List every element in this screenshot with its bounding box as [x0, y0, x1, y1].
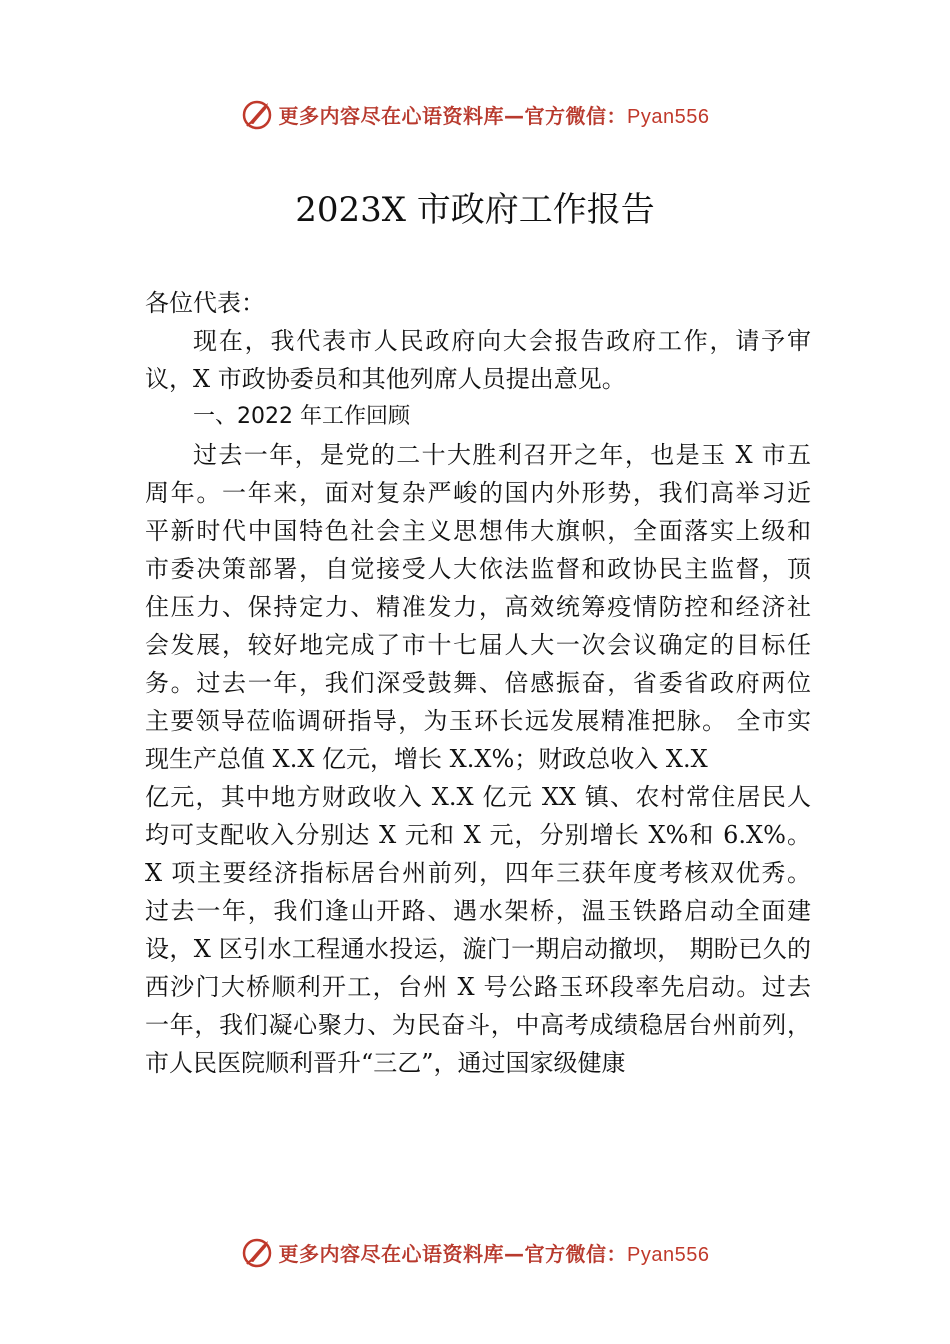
body-line: 会发展，较好地完成了市十七届人大一次会议确定的目标任: [145, 631, 811, 659]
body-line: X 项主要经济指标居台州前列，四年三获年度考核双优秀。: [145, 859, 811, 887]
body-line: 市人民医院顺利晋升“三乙”，通过国家级健康: [145, 1049, 626, 1077]
body-line: 均可支配收入分别达 X 元和 X 元，分别增长 X%和 6.X%。: [145, 821, 811, 849]
logo-icon: [241, 1235, 275, 1269]
intro-line-2: 议，X 市政协委员和其他列席人员提出意见。: [145, 365, 626, 393]
intro-line-1: 现在，我代表市人民政府向大会报告政府工作，请予审: [193, 327, 811, 355]
body-line: 亿元，其中地方财政收入 X.X 亿元 XX 镇、农村常住居民人: [145, 783, 811, 811]
footer-watermark-label: 更多内容尽在心语资料库—官方微信：: [278, 1241, 628, 1266]
document-title: 2023X 市政府工作报告: [295, 190, 655, 230]
salutation: 各位代表：: [145, 289, 265, 317]
footer-watermark-text: [279, 1238, 710, 1267]
body-line: 过去一年，是党的二十大胜利召开之年，也是玉 X 市五: [193, 441, 811, 469]
body-line: 一年，我们凝心聚力、为民奋斗，中高考成绩稳居台州前列，: [145, 1011, 811, 1039]
body-line: 现生产总值 X.X 亿元，增长 X.X%；财政总收入 X.X: [145, 745, 708, 773]
body-line: 周年。一年来，面对复杂严峻的国内外形势，我们高举习近: [145, 479, 811, 507]
body-line: 西沙门大桥顺利开工，台州 X 号公路玉环段率先启动。过去: [145, 973, 811, 1001]
body-line: 主要领导莅临调研指导，为玉环长远发展精准把脉。 全市实: [145, 707, 811, 735]
section-heading: 一、2022 年工作回顾: [193, 404, 410, 429]
body-line: 市委决策部署，自觉接受人大依法监督和政协民主监督，顶: [145, 555, 811, 583]
document-body: [145, 284, 811, 1082]
body-line: 过去一年，我们逢山开路、遇水架桥，温玉铁路启动全面建: [145, 897, 811, 925]
footer-wechat-id: Pyan556: [627, 1243, 710, 1266]
header-watermark: [0, 94, 950, 134]
header-wechat-id: Pyan556: [627, 105, 710, 128]
body-line: 设，X 区引水工程通水投运，漩门一期启动撤坝， 期盼已久的: [145, 935, 811, 963]
header-watermark-label: 更多内容尽在心语资料库—官方微信：: [278, 103, 628, 128]
body-line: 住压力、保持定力、精准发力，高效统筹疫情防控和经济社: [145, 593, 811, 621]
body-line: 务。过去一年，我们深受鼓舞、倍感振奋，省委省政府两位: [145, 669, 811, 697]
header-watermark-text: [279, 100, 710, 129]
body-line: 平新时代中国特色社会主义思想伟大旗帜，全面落实上级和: [145, 517, 811, 545]
logo-icon: [241, 97, 275, 131]
footer-watermark: [0, 1232, 950, 1272]
